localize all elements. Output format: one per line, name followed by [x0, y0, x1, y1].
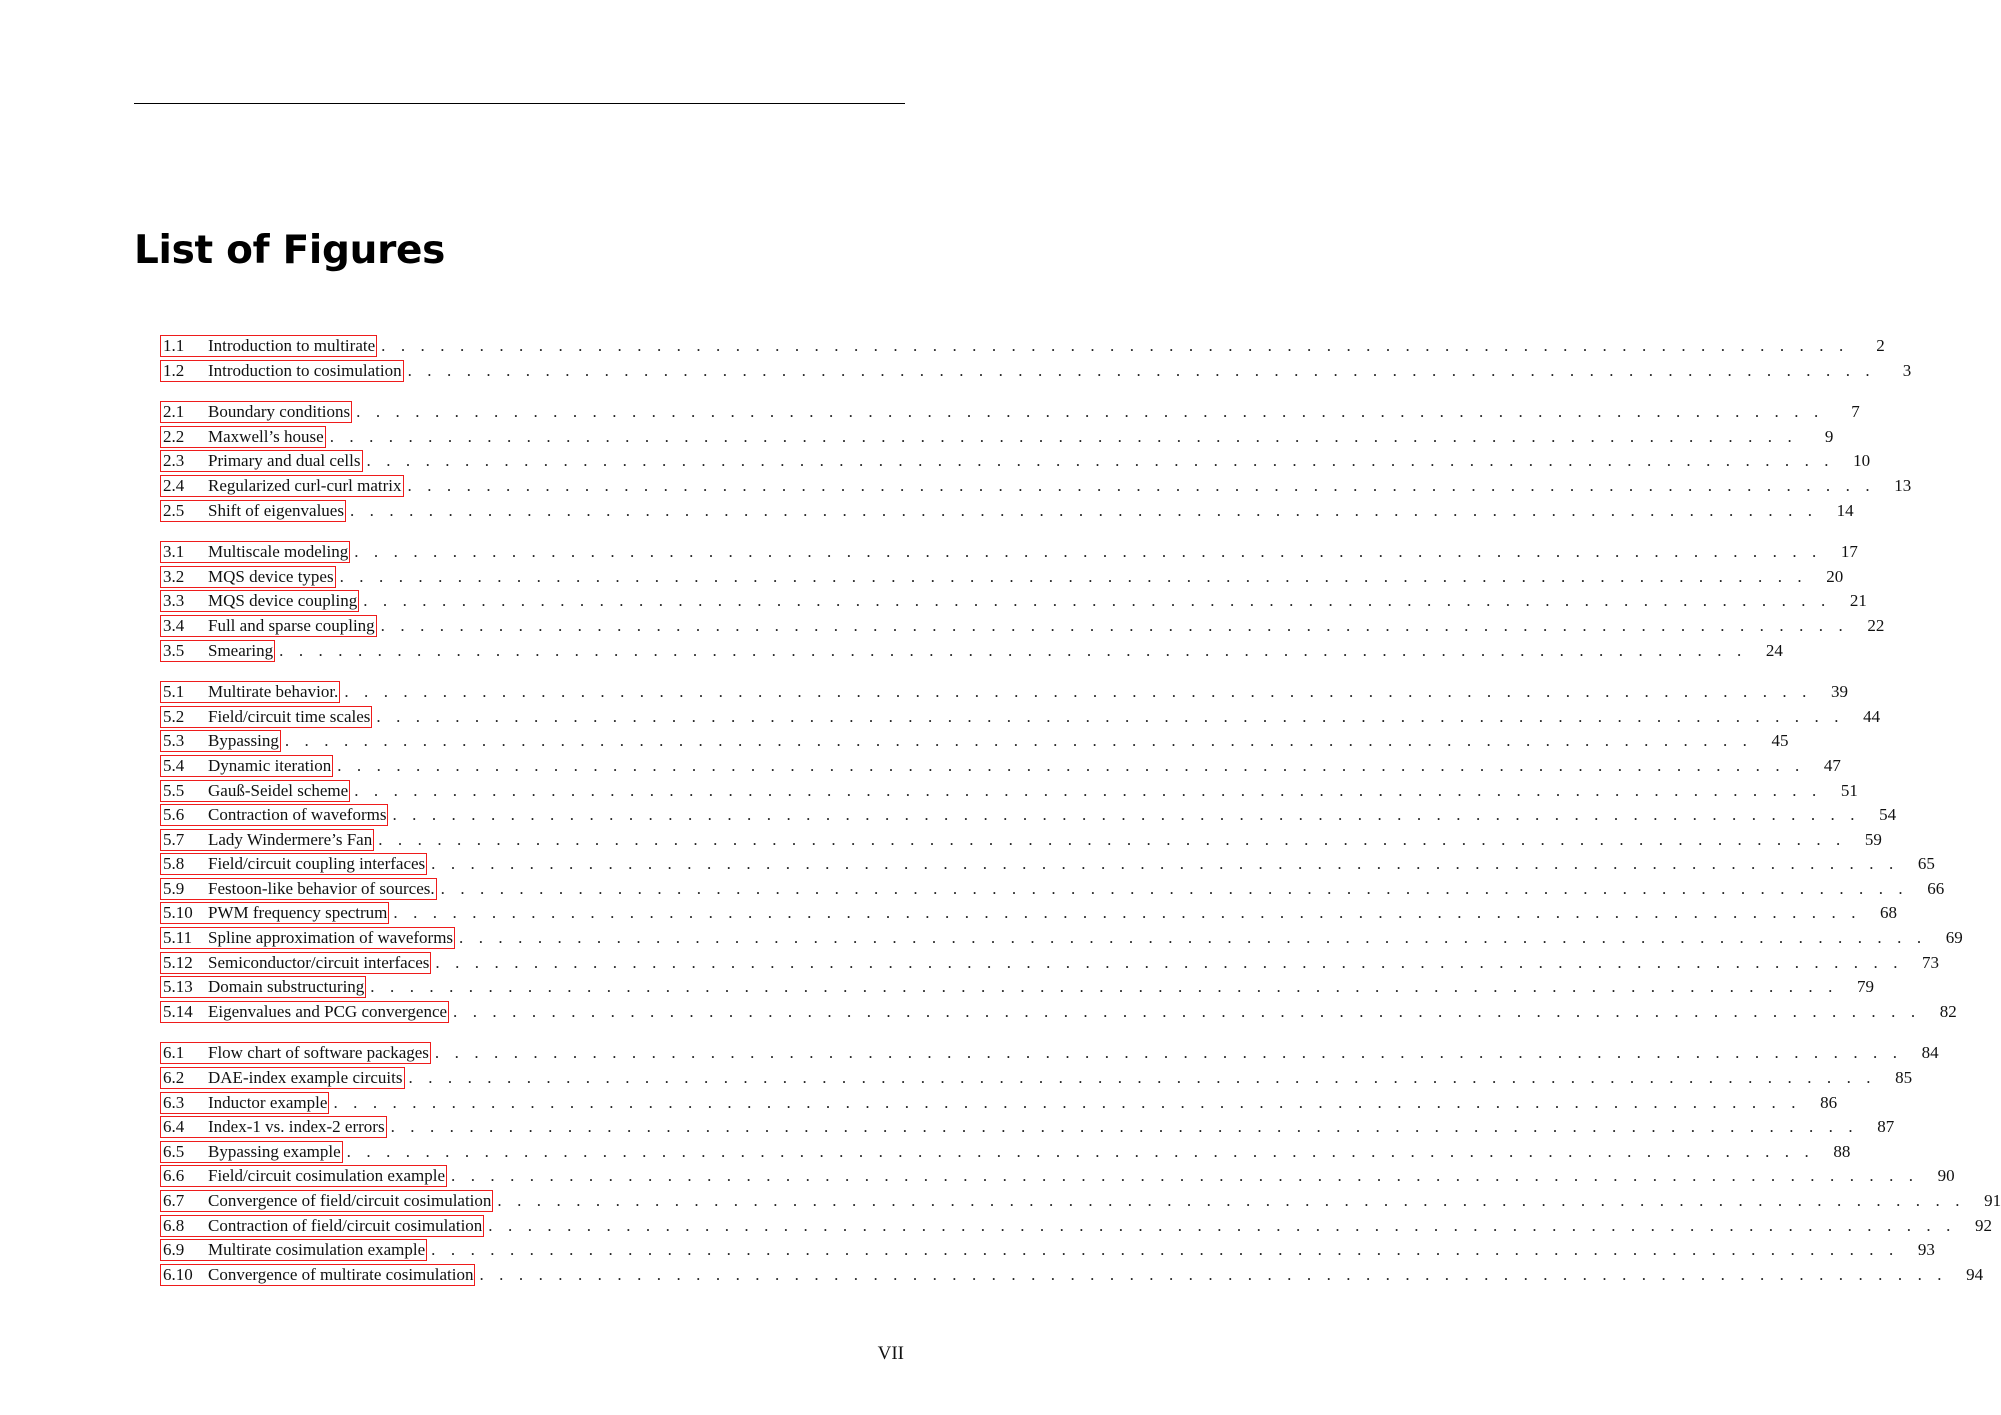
figure-caption: PWM frequency spectrum	[208, 903, 388, 923]
figure-caption: Primary and dual cells	[208, 451, 361, 471]
page-reference[interactable]: 66	[1927, 878, 1945, 898]
figure-number: 5.13	[163, 977, 193, 997]
page-reference[interactable]: 20	[1826, 566, 1844, 586]
figure-number: 5.9	[163, 878, 185, 898]
dot-leader: . . . . . . . . . . . . . . . . . . . . . . . . . . . . . . . . . . . . . . . . . . . . . . . . . . . . . . . . . . . . . . . . . . . . . . . . . . .	[354, 780, 1822, 800]
figure-link[interactable]	[160, 615, 377, 637]
figure-caption: MQS device coupling	[208, 591, 358, 611]
figure-caption: Introduction to multirate	[208, 336, 376, 355]
page-reference[interactable]: 9	[1824, 426, 1834, 446]
figure-caption: Spline approximation of waveforms	[208, 928, 454, 948]
figure-caption: Multirate behavior.	[208, 682, 339, 702]
figure-caption: Regularized curl-curl matrix	[208, 475, 402, 495]
list-item	[160, 499, 1854, 524]
list-item	[160, 680, 1848, 705]
dot-leader: . . . . . . . . . . . . . . . . . . . . . . . . . . . . . . . . . . . . . . . . . . . . . . . . . . . . . . . . . . . . . . . . . . . . . . . . . . .	[354, 542, 1822, 562]
list-item	[160, 1263, 1984, 1288]
figure-group	[160, 1041, 2001, 1287]
figure-caption: Field/circuit cosimulation example	[208, 1166, 445, 1186]
list-item	[160, 1238, 1935, 1263]
figure-group	[160, 400, 1912, 523]
dot-leader: . . . . . . . . . . . . . . . . . . . . . . . . . . . . . . . . . . . . . . . . . . . . . . . . . . . . . . . . . . . . . . . . . . . . . . . . . . .	[378, 829, 1846, 849]
figure-number: 6.1	[163, 1043, 185, 1063]
page-reference[interactable]: 13	[1894, 475, 1912, 495]
page-reference[interactable]: 92	[1974, 1215, 1992, 1235]
figure-caption: Full and sparse coupling	[208, 615, 375, 635]
figure-number: 5.11	[163, 928, 193, 948]
figure-number: 5.1	[163, 682, 185, 702]
page-reference[interactable]: 86	[1820, 1092, 1838, 1112]
list-item	[160, 474, 1912, 499]
list-item	[160, 729, 1789, 754]
figure-caption: Contraction of field/circuit cosimulation	[208, 1215, 483, 1235]
figure-caption: Multiscale modeling	[208, 542, 349, 562]
dot-leader: . . . . . . . . . . . . . . . . . . . . . . . . . . . . . . . . . . . . . . . . . . . . . . . . . . . . . . . . . . . . . . . . . . . . . . . . . . .	[284, 731, 1753, 751]
list-item	[160, 400, 1860, 425]
figure-number: 5.14	[163, 1001, 193, 1021]
figure-link[interactable]	[160, 500, 346, 522]
dot-leader: . . . . . . . . . . . . . . . . . . . . . . . . . . . . . . . . . . . . . . . . . . . . . . . . . . . . . . . . . . . . . . . . . . . . . . . . . . .	[356, 402, 1824, 422]
figure-caption: Index-1 vs. index-2 errors	[208, 1117, 385, 1137]
figure-number: 1.1	[163, 336, 185, 355]
list-item	[160, 1164, 1955, 1189]
list-item	[160, 540, 1858, 565]
page-reference[interactable]: 90	[1937, 1166, 1955, 1186]
figure-number: 5.10	[163, 903, 193, 923]
dot-leader: . . . . . . . . . . . . . . . . . . . . . . . . . . . . . . . . . . . . . . . . . . . . . . . . . . . . . . . . . . . . . . . . . . . . . . . . . . .	[431, 1240, 1899, 1260]
figure-link[interactable]	[160, 1215, 484, 1237]
figure-number: 2.4	[163, 475, 185, 495]
dot-leader: . . . . . . . . . . . . . . . . . . . . . . . . . . . . . . . . . . . . . . . . . . . . . . . . . . . . . . . . . . . . . . . . . . . . . . . . . . .	[370, 977, 1838, 997]
figure-caption: Gauß-Seidel scheme	[208, 780, 349, 800]
dot-leader: . . . . . . . . . . . . . . . . . . . . . . . . . . . . . . . . . . . . . . . . . . . . . . . . . . . . . . . . . . . . . . . . . . . . . . . . . . .	[431, 854, 1899, 874]
page-reference[interactable]: 65	[1917, 854, 1935, 874]
figure-link[interactable]	[160, 755, 333, 777]
figure-caption: Domain substructuring	[208, 977, 365, 997]
figure-caption: Festoon-like behavior of sources.	[208, 878, 435, 898]
page-reference[interactable]: 45	[1771, 731, 1789, 751]
dot-leader: . . . . . . . . . . . . . . . . . . . . . . . . . . . . . . . . . . . . . . . . . . . . . . . . . . . . . . . . . . . . . . . . . . . . . . . . . . .	[451, 1166, 1919, 1186]
dot-leader: . . . . . . . . . . . . . . . . . . . . . . . . . . . . . . . . . . . . . . . . . . . . . . . . . . . . . . . . . . . . . . . . . . . . . . . . . . .	[337, 755, 1805, 775]
dot-leader: . . . . . . . . . . . . . . . . . . . . . . . . . . . . . . . . . . . . . . . . . . . . . . . . . . . . . . . . . . . . . . . . . . . . . . . . . . .	[329, 426, 1798, 446]
figure-link[interactable]	[160, 1239, 427, 1261]
figure-number: 6.6	[163, 1166, 185, 1186]
figure-number: 3.1	[163, 542, 185, 562]
figure-caption: Bypassing example	[208, 1141, 341, 1161]
list-item	[160, 901, 1898, 926]
figure-link[interactable]	[160, 1001, 449, 1023]
figure-link[interactable]	[160, 640, 275, 662]
list-item	[160, 565, 1844, 590]
figure-link[interactable]	[160, 566, 336, 588]
page-reference[interactable]: 3	[1902, 360, 1912, 380]
figure-link[interactable]	[160, 878, 437, 900]
figure-link[interactable]	[160, 1042, 431, 1064]
figure-number: 6.3	[163, 1092, 185, 1112]
figure-caption: Field/circuit time scales	[208, 706, 371, 726]
list-item	[160, 852, 1935, 877]
dot-leader: . . . . . . . . . . . . . . . . . . . . . . . . . . . . . . . . . . . . . . . . . . . . . . . . . . . . . . . . . . . . . . . . . . . . . . . . . . .	[407, 475, 1876, 495]
figure-link[interactable]	[160, 1141, 343, 1163]
figure-caption: Field/circuit coupling interfaces	[208, 854, 426, 874]
list-item	[160, 1189, 2001, 1214]
page-reference[interactable]: 91	[1984, 1191, 2001, 1210]
figure-number: 5.2	[163, 706, 185, 726]
list-item	[160, 1140, 1851, 1165]
page-reference[interactable]: 21	[1849, 591, 1867, 611]
figure-caption: Lady Windermere’s Fan	[208, 829, 373, 849]
page-reference[interactable]: 17	[1840, 542, 1858, 562]
figure-link[interactable]	[160, 450, 363, 472]
figure-number: 3.2	[163, 566, 185, 586]
page-reference[interactable]: 82	[1939, 1001, 1957, 1021]
page-reference[interactable]: 22	[1867, 615, 1885, 635]
page-reference[interactable]: 88	[1833, 1141, 1851, 1161]
page-reference[interactable]: 14	[1836, 500, 1854, 520]
list-item	[160, 639, 1783, 664]
page-reference[interactable]: 51	[1840, 780, 1858, 800]
list-item	[160, 779, 1858, 804]
dot-leader: . . . . . . . . . . . . . . . . . . . . . . . . . . . . . . . . . . . . . . . . . . . . . . . . . . . . . . . . . . . . . . . . . . . . . . . . . . .	[366, 451, 1835, 471]
page-reference[interactable]: 44	[1863, 706, 1881, 726]
page-reference[interactable]: 54	[1879, 805, 1897, 825]
figure-link[interactable]	[160, 1092, 329, 1114]
figure-caption: Boundary conditions	[208, 402, 351, 422]
page-reference[interactable]: 73	[1922, 952, 1940, 972]
figure-link[interactable]	[160, 541, 350, 563]
dot-leader: . . . . . . . . . . . . . . . . . . . . . . . . . . . . . . . . . . . . . . . . . . . . . . . . . . . . . . . . . . . . . . . . . . . . . . . . . . .	[453, 1001, 1921, 1021]
dot-leader: . . . . . . . . . . . . . . . . . . . . . . . . . . . . . . . . . . . . . . . . . . . . . . . . . . . . . . . . . . . . . . . . . . . . . . . . . . .	[459, 928, 1927, 948]
figure-number: 5.3	[163, 731, 185, 751]
dot-leader: . . . . . . . . . . . . . . . . . . . . . . . . . . . . . . . . . . . . . . . . . . . . . . . . . . . . . . . . . . . . . . . . . . . . . . . . . . .	[434, 1043, 1903, 1063]
page-reference[interactable]: 7	[1851, 402, 1860, 422]
figure-caption: Smearing	[208, 640, 274, 660]
dot-leader: . . . . . . . . . . . . . . . . . . . . . . . . . . . . . . . . . . . . . . . . . . . . . . . . . . . . . . . . . . . . . . . . . . . . . . . . . . .	[349, 500, 1818, 520]
dot-leader: . . . . . . . . . . . . . . . . . . . . . . . . . . . . . . . . . . . . . . . . . . . . . . . . . . . . . . . . . . . . . . . . . . . . . . . . . . .	[333, 1092, 1802, 1112]
figure-caption: Maxwell’s house	[208, 426, 324, 446]
figure-number: 2.2	[163, 426, 185, 446]
page-reference[interactable]: 87	[1877, 1117, 1895, 1137]
figure-link[interactable]	[160, 780, 350, 802]
figure-caption: Eigenvalues and PCG convergence	[208, 1001, 448, 1021]
figure-list	[160, 334, 2001, 1304]
figure-link[interactable]	[160, 952, 431, 974]
header-rule	[134, 103, 905, 104]
figure-group	[160, 680, 1963, 1024]
dot-leader: . . . . . . . . . . . . . . . . . . . . . . . . . . . . . . . . . . . . . . . . . . . . . . . . . . . . . . . . . . . . . . . . . . . . . . . . . . .	[376, 706, 1845, 726]
list-item	[160, 828, 1882, 853]
figure-number: 5.7	[163, 829, 185, 849]
figure-number: 5.8	[163, 854, 185, 874]
figure-link[interactable]	[160, 590, 359, 612]
dot-leader: . . . . . . . . . . . . . . . . . . . . . . . . . . . . . . . . . . . . . . . . . . . . . . . . . . . . . . . . . . . . . . . . . . . . . . . . . . .	[488, 1215, 1956, 1235]
figure-number: 6.4	[163, 1117, 185, 1137]
list-item	[160, 1000, 1957, 1025]
dot-leader: . . . . . . . . . . . . . . . . . . . . . . . . . . . . . . . . . . . . . . . . . . . . . . . . . . . . . . . . . . . . . . . . . . . . . . . . . . .	[279, 640, 1747, 660]
list-item	[160, 803, 1897, 828]
figure-number: 5.6	[163, 805, 185, 825]
figure-number: 1.2	[163, 360, 185, 380]
figure-caption: Flow chart of software packages	[208, 1043, 429, 1063]
figure-number: 5.4	[163, 755, 185, 775]
figure-caption: Semiconductor/circuit interfaces	[208, 952, 430, 972]
list-item	[160, 926, 1963, 951]
figure-caption: Multirate cosimulation example	[208, 1240, 426, 1260]
dot-leader: . . . . . . . . . . . . . . . . . . . . . . . . . . . . . . . . . . . . . . . . . . . . . . . . . . . . . . . . . . . . . . . . . . . . . . . . . . .	[390, 1117, 1859, 1137]
figure-link[interactable]	[160, 426, 326, 448]
list-item	[160, 1041, 1939, 1066]
dot-leader: . . . . . . . . . . . . . . . . . . . . . . . . . . . . . . . . . . . . . . . . . . . . . . . . . . . . . . . . . . . . . . . . . . . . . . . . . . .	[392, 805, 1861, 825]
figure-number: 6.10	[163, 1264, 193, 1284]
list-item	[160, 975, 1874, 1000]
page-reference[interactable]: 10	[1853, 451, 1871, 471]
dot-leader: . . . . . . . . . . . . . . . . . . . . . . . . . . . . . . . . . . . . . . . . . . . . . . . . . . . . . . . . . . . . . . . . . . . . . . . . . . .	[479, 1264, 1948, 1284]
list-item	[160, 614, 1885, 639]
page-reference[interactable]: 39	[1830, 682, 1848, 702]
page-reference[interactable]: 79	[1856, 977, 1874, 997]
figure-group	[160, 540, 1885, 663]
dot-leader: . . . . . . . . . . . . . . . . . . . . . . . . . . . . . . . . . . . . . . . . . . . . . . . . . . . . . . . . . . . . . . . . . . . . . . . . . . .	[497, 1191, 1966, 1210]
dot-leader: . . . . . . . . . . . . . . . . . . . . . . . . . . . . . . . . . . . . . . . . . . . . . . . . . . . . . . . . . . . . . . . . . . . . . . . . . . .	[339, 566, 1808, 586]
figure-link[interactable]	[160, 1067, 405, 1089]
dot-leader: . . . . . . . . . . . . . . . . . . . . . . . . . . . . . . . . . . . . . . . . . . . . . . . . . . . . . . . . . . . . . . . . . . . . . . . . . . .	[381, 336, 1849, 355]
figure-caption: Convergence of multirate cosimulation	[208, 1264, 474, 1284]
list-item	[160, 449, 1871, 474]
figure-link[interactable]	[160, 853, 427, 875]
figure-link[interactable]	[160, 475, 404, 497]
figure-caption: DAE-index example circuits	[208, 1068, 403, 1088]
page-reference[interactable]: 47	[1823, 755, 1841, 775]
figure-caption: Shift of eigenvalues	[208, 500, 344, 520]
figure-caption: Contraction of waveforms	[208, 805, 387, 825]
figure-link[interactable]	[160, 902, 389, 924]
figure-caption: Dynamic iteration	[208, 755, 332, 775]
dot-leader: . . . . . . . . . . . . . . . . . . . . . . . . . . . . . . . . . . . . . . . . . . . . . . . . . . . . . . . . . . . . . . . . . . . . . . . . . . .	[346, 1141, 1815, 1161]
figure-link[interactable]	[160, 829, 374, 851]
figure-caption: Bypassing	[208, 731, 279, 751]
figure-number: 6.5	[163, 1141, 185, 1161]
figure-number: 3.5	[163, 640, 185, 660]
list-item	[160, 951, 1940, 976]
figure-link[interactable]	[160, 1165, 447, 1187]
list-item	[160, 359, 1912, 384]
figure-number: 3.3	[163, 591, 185, 611]
dot-leader: . . . . . . . . . . . . . . . . . . . . . . . . . . . . . . . . . . . . . . . . . . . . . . . . . . . . . . . . . . . . . . . . . . . . . . . . . . .	[408, 1068, 1877, 1088]
dot-leader: . . . . . . . . . . . . . . . . . . . . . . . . . . . . . . . . . . . . . . . . . . . . . . . . . . . . . . . . . . . . . . . . . . . . . . . . . . .	[435, 952, 1904, 972]
figure-link[interactable]	[160, 706, 372, 728]
list-item	[160, 1115, 1895, 1140]
list-item	[160, 1214, 1992, 1239]
figure-number: 5.12	[163, 952, 193, 972]
dot-leader: . . . . . . . . . . . . . . . . . . . . . . . . . . . . . . . . . . . . . . . . . . . . . . . . . . . . . . . . . . . . . . . . . . . . . . . . . . .	[363, 591, 1831, 611]
figure-number: 2.3	[163, 451, 185, 471]
figure-caption: MQS device types	[208, 566, 334, 586]
page-reference[interactable]: 94	[1966, 1264, 1984, 1284]
figure-number: 6.9	[163, 1240, 185, 1260]
figure-link[interactable]	[160, 976, 366, 998]
figure-number: 2.5	[163, 500, 185, 520]
page-reference[interactable]: 93	[1917, 1240, 1935, 1260]
figure-link[interactable]	[160, 335, 377, 357]
list-item	[160, 705, 1881, 730]
page-number: VII	[877, 1343, 904, 1364]
dot-leader: . . . . . . . . . . . . . . . . . . . . . . . . . . . . . . . . . . . . . . . . . . . . . . . . . . . . . . . . . . . . . . . . . . . . . . . . . . .	[440, 878, 1909, 898]
figure-number: 5.5	[163, 780, 185, 800]
page-reference[interactable]: 24	[1765, 640, 1783, 660]
list-item	[160, 754, 1841, 779]
figure-number: 3.4	[163, 615, 185, 635]
figure-number: 6.2	[163, 1068, 185, 1088]
list-item	[160, 1066, 1913, 1091]
figure-link[interactable]	[160, 401, 352, 423]
page-reference[interactable]: 69	[1945, 928, 1963, 948]
dot-leader: . . . . . . . . . . . . . . . . . . . . . . . . . . . . . . . . . . . . . . . . . . . . . . . . . . . . . . . . . . . . . . . . . . . . . . . . . . .	[344, 682, 1812, 702]
dot-leader: . . . . . . . . . . . . . . . . . . . . . . . . . . . . . . . . . . . . . . . . . . . . . . . . . . . . . . . . . . . . . . . . . . . . . . . . . . .	[407, 360, 1876, 380]
page-reference[interactable]: 84	[1921, 1043, 1939, 1063]
figure-link[interactable]	[160, 681, 340, 703]
figure-link[interactable]	[160, 730, 281, 752]
list-item	[160, 589, 1867, 614]
page-title: List of Figures	[134, 228, 446, 273]
figure-caption: Inductor example	[208, 1092, 328, 1112]
list-item	[160, 1091, 1838, 1116]
dot-leader: . . . . . . . . . . . . . . . . . . . . . . . . . . . . . . . . . . . . . . . . . . . . . . . . . . . . . . . . . . . . . . . . . . . . . . . . . . .	[393, 903, 1862, 923]
page-reference[interactable]: 68	[1880, 903, 1898, 923]
figure-caption: Convergence of field/circuit cosimulation	[208, 1191, 492, 1210]
figure-link[interactable]	[160, 1190, 493, 1212]
figure-number: 6.8	[163, 1215, 185, 1235]
figure-link[interactable]	[160, 927, 455, 949]
figure-link[interactable]	[160, 1264, 475, 1286]
list-item	[160, 425, 1834, 450]
figure-link[interactable]	[160, 804, 388, 826]
list-item	[160, 877, 1945, 902]
page-reference[interactable]: 2	[1876, 336, 1885, 355]
figure-number: 2.1	[163, 402, 185, 422]
page-reference[interactable]: 85	[1895, 1068, 1913, 1088]
figure-caption: Introduction to cosimulation	[208, 360, 402, 380]
figure-link[interactable]	[160, 360, 404, 382]
page-reference[interactable]: 59	[1864, 829, 1882, 849]
list-item	[160, 334, 1885, 359]
figure-group	[160, 334, 1912, 383]
dot-leader: . . . . . . . . . . . . . . . . . . . . . . . . . . . . . . . . . . . . . . . . . . . . . . . . . . . . . . . . . . . . . . . . . . . . . . . . . . .	[380, 615, 1849, 635]
figure-link[interactable]	[160, 1116, 387, 1138]
figure-number: 6.7	[163, 1191, 185, 1210]
